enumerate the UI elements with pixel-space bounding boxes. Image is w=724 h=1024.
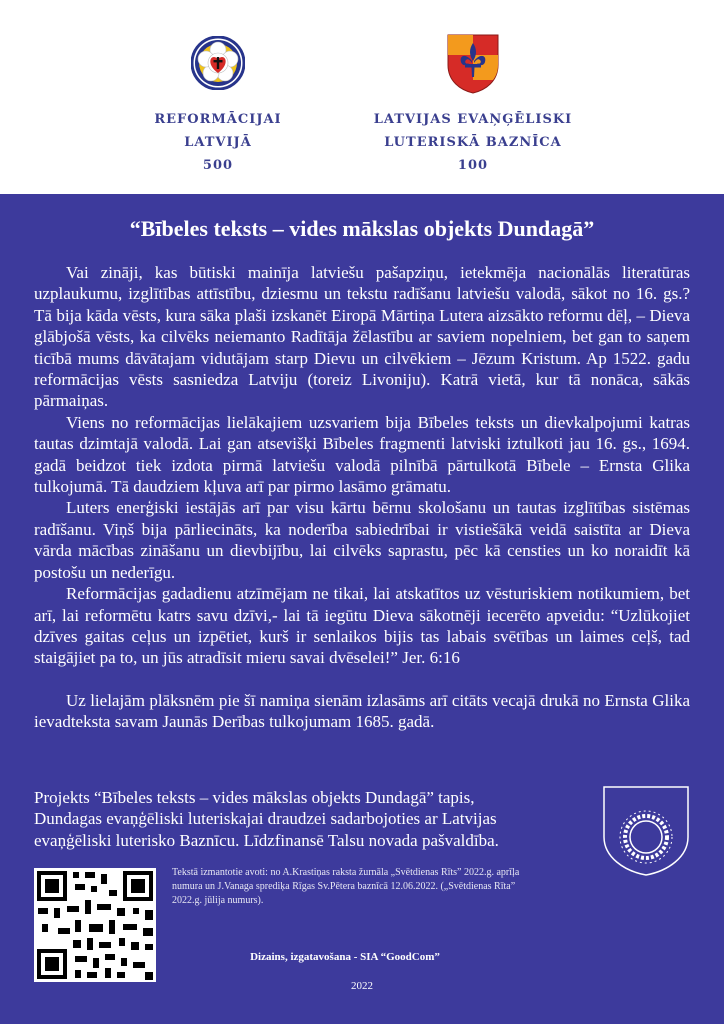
church-line-2: LUTERISKĀ BAZNĪCA bbox=[384, 135, 562, 150]
project-note bbox=[34, 787, 594, 851]
paragraph-2: Viens no reformācijas lielākajiem uzsvariem bija Bībeles teksts un dievkalpojumi katras tautas dzimtajā valodā. Lai gan atsevišķi Bībeles fragmenti latviski iztulkoti jau 16. gs., 1694. gadā beidzot tiek izdota pirmā latviešu valodā pilnībā pārtulkotā Bībele – Ernsta Glika tulkojumā. Tā daudziem kļuva arī par pirmo lasāmo grāmatu. bbox=[34, 412, 690, 497]
paragraph-4: Reformācijas gadadienu atzīmējam ne tikai, lai atskatītos uz vēsturiskiem notikumiem, bet arī, lai reformētu katrs savu dzīvi,- lai tā iegūtu Dieva sākotnēji iecerēto apveidu: “Uzlūkojiet dzīves gaitas ceļus un izpētiet, kurš ir senlaikos bijis tas labais svētības un laimes ceļš, tad staigājiet pa to, un jūs atradīsit mieru savai dvēselei!” Jer. 6:16 bbox=[34, 584, 690, 668]
design-credit: Dizains, izgatavošana - SIA “GoodCom” bbox=[250, 951, 440, 963]
church-line-1: LATVIJAS EVAŅĢĒLISKI bbox=[373, 112, 573, 127]
reformation-line-1: REFORMĀCIJAI bbox=[154, 112, 282, 127]
year: 2022 bbox=[351, 980, 373, 992]
paragraph-3: Luters enerģiski iestājās arī par visu kārtu bērnu skološanu un tautas izglītības sistēmas radīšanu. Viņš bija pārliecināts, ka noderība sabiedrībai ir vistiešākā veidā saistīta ar Dieva vārda mācības zināšanu un dievbijību, lai cilvēks saprastu, pēc kā censties un ko noraidīt kā postošu un nederīgu. bbox=[34, 498, 690, 582]
paragraph-1: Vai zināji, kas būtiski mainīja latviešu pašapziņu, ietekmēja nacionālās literatūras uzplaukumu, izglītības attīstību, dziesmu un tekstu radīšanu latviešu valodā, sākot no 16. gs.? Tā bija kāda vēsts, kura sāka plaši izskanēt Eiropā Mārtiņa Lutera aizsākto reformu dēļ, – Dieva glābjošā vēsts, ka cilvēks neiemanto Radītāja žēlastību ar saviem nopelniem, bet gan to saņem ticībā mums dāvātajam vidutājam starp Dievu un cilvēkiem – Jēzum Kristum. Ap 1522. gadu reformācijas vēsts sasniedza Latviju (toreiz Livoniju). Katrā vietā, kur tā nonāca, sākās pārmaiņas. bbox=[34, 263, 690, 411]
article-title: “Bībeles teksts – vides mākslas objekts Dundagā” bbox=[129, 216, 595, 241]
sources-note: Tekstā izmantotie avoti: no A.Krastiņas raksta žurnāla „Svētdienas Rīts” 2022.g. aprīļa numura un J.Vanaga sprediķa Rīgas Sv.Pētera baznīcā 12.06.2022. („Svētdienas Rīta” 2022.g. jūlija numurs). bbox=[172, 867, 520, 906]
header bbox=[0, 0, 724, 194]
paragraph-5: Uz lielajām plāksnēm pie šī namiņa sienām izlasāms arī citāts vecajā drukā no Ernsta Glika ievadteksta savam Jaunās Derības tulkojumam 1685. gadā. bbox=[34, 690, 690, 732]
article-body bbox=[34, 262, 690, 733]
reformation-line-3: 500 bbox=[202, 158, 234, 173]
project-line-2: Dundagas evaņģēliski luteriskajai draudzei sadarbojoties ar Latvijas bbox=[34, 809, 497, 829]
luther-rose-icon bbox=[191, 36, 245, 90]
church-shield-icon bbox=[446, 33, 500, 95]
qr-code-icon[interactable] bbox=[34, 868, 156, 982]
project-line-1: Projekts “Bībeles teksts – vides mākslas objekts Dundagā” tapis, bbox=[34, 788, 475, 807]
reformation-caption bbox=[88, 108, 348, 177]
church-line-3: 100 bbox=[457, 158, 489, 173]
project-line-3: evaņģēliski luterisko Baznīcu. Līdzfinansē Talsu novada pašvaldība. bbox=[34, 830, 499, 850]
content-panel bbox=[0, 194, 724, 1024]
church-caption bbox=[343, 108, 603, 177]
wreath-shield-icon bbox=[602, 785, 690, 877]
reformation-line-2: LATVIJĀ bbox=[184, 135, 252, 150]
